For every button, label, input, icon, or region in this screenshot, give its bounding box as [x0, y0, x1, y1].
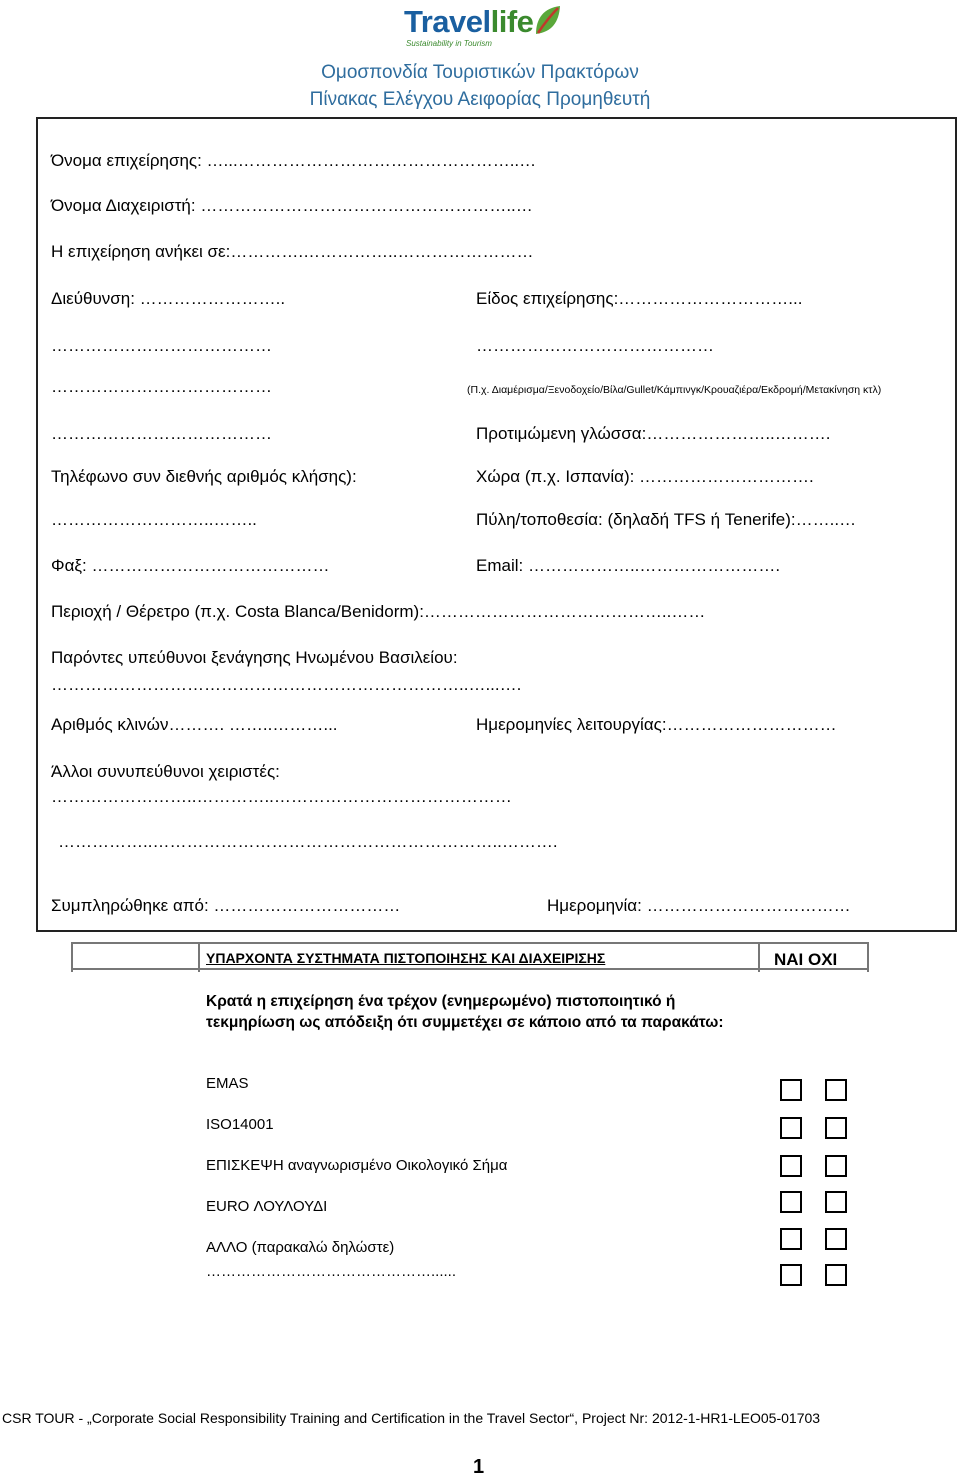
co-managers-label: Άλλοι συνυπεύθυνοι χειριστές:: [51, 762, 280, 781]
logo-wordmark: Travellife: [404, 4, 534, 39]
emas-yes-checkbox[interactable]: [780, 1079, 802, 1101]
address-line-4[interactable]: …………………………………: [51, 424, 272, 443]
header-organization: Ομοσπονδία Τουριστικών Πρακτόρων: [321, 62, 639, 83]
row-label-emas: EMAS: [206, 1075, 249, 1092]
completed-by-field[interactable]: Συμπληρώθηκε από: ……………………………: [51, 896, 401, 915]
business-type-example: (Π.χ. Διαμέρισμα/Ξενοδοχείο/Βίλα/Gullet/Κάμπινγκ/Κρουαζιέρα/Εκδρομή/Μετακίνηση κτλ): [467, 384, 882, 396]
emas-no-checkbox[interactable]: [825, 1079, 847, 1101]
page-number: 1: [473, 1456, 485, 1478]
row-label-eu-flower: EURO ΛΟΥΛΟΥΔΙ: [206, 1198, 328, 1215]
business-type-field[interactable]: Είδος επιχείρησης:…………………………...: [476, 289, 803, 308]
header-title: Πίνακας Ελέγχου Αειφορίας Προμηθευτή: [309, 89, 651, 110]
business-type-line-2[interactable]: ……………………………………: [476, 336, 714, 355]
ecolabel-yes-checkbox[interactable]: [780, 1155, 802, 1177]
table-header-systems: ΥΠΑΡΧΟΝΤΑ ΣΥΣΤΗΜΑΤΑ ΠΙΣΤΟΠΟΙΗΣΗΣ ΚΑΙ ΔΙΑΧΕΙΡΙΣΗΣ: [206, 950, 606, 966]
table-border-top: [71, 942, 869, 944]
phone-label: Τηλέφωνο συν διεθνής αριθμός κλήσης):: [51, 467, 357, 486]
row-label-iso14001: ISO14001: [206, 1116, 274, 1133]
date-field[interactable]: Ημερομηνία: ………………………………: [547, 896, 851, 915]
phone-field[interactable]: ………………………..……..: [51, 510, 257, 529]
address-field[interactable]: Διεύθυνση: ……………………..: [51, 289, 286, 308]
travelife-logo: [402, 4, 562, 48]
iso14001-no-checkbox[interactable]: [825, 1117, 847, 1139]
footer-project-text: CSR TOUR - „Corporate Social Responsibility Training and Certification in the Travel Sector“, Project Nr: 2012-1-HR1-LEO05-01703: [2, 1410, 821, 1426]
other-no-checkbox[interactable]: [825, 1228, 847, 1250]
table-border-left: [71, 942, 73, 972]
address-line-2[interactable]: …………………………………: [51, 336, 272, 355]
other-yes-checkbox[interactable]: [780, 1228, 802, 1250]
row-label-other: ΑΛΛΟ (παρακαλώ δηλώστε): [206, 1239, 395, 1256]
ecolabel-no-checkbox[interactable]: [825, 1155, 847, 1177]
other-extra-no-checkbox[interactable]: [825, 1264, 847, 1286]
address-line-3[interactable]: …………………………………: [51, 377, 272, 396]
tour-guides-field[interactable]: ………………………………………………………………..…...….: [51, 675, 522, 694]
preferred-language-field[interactable]: Προτιμώμενη γλώσσα:…………………..……….: [476, 424, 831, 443]
tour-guides-label: Παρόντες υπεύθυνοι ξενάγησης Ηνωμένου Βασιλείου:: [51, 648, 458, 667]
eu-flower-yes-checkbox[interactable]: [780, 1191, 802, 1213]
leaf-icon: [532, 4, 562, 38]
business-name-field[interactable]: Όνομα επιχείρησης: …...…………………………………………..…: [51, 151, 537, 170]
operating-dates-field[interactable]: Ημερομηνίες λειτουργίας:…………………………: [476, 715, 837, 734]
table-border-right: [867, 942, 869, 972]
belongs-to-field[interactable]: Η επιχείρηση ανήκει σε:………….……………..……………………: [51, 242, 534, 261]
co-managers-line-1[interactable]: ……………………..…………..……………………………………: [51, 787, 512, 806]
table-col-divider-2: [758, 942, 760, 972]
certification-question: Κρατά η επιχείρηση ένα τρέχον (ενημερωμένο) πιστοποιητικό ή τεκμηρίωση ως απόδειξη ότι συμμετέχει σε κάποιο από τα παρακάτω:: [206, 993, 724, 1031]
iso14001-yes-checkbox[interactable]: [780, 1117, 802, 1139]
logo-tagline: Sustainability in Tourism: [406, 39, 492, 48]
manager-name-field[interactable]: Όνομα Διαχειριστή: ………………………………………………..…: [51, 196, 533, 215]
email-field[interactable]: Email: ………………..…………………….: [476, 556, 781, 575]
table-header-divider: [71, 968, 869, 970]
other-extra-yes-checkbox[interactable]: [780, 1264, 802, 1286]
eu-flower-no-checkbox[interactable]: [825, 1191, 847, 1213]
table-header-yes-no: ΝΑΙ ΟΧΙ: [774, 950, 838, 969]
co-managers-line-2[interactable]: ……………..……………………………………………………..……….: [58, 832, 558, 851]
fax-field[interactable]: Φαξ: ……………………………………: [51, 556, 330, 575]
table-col-divider-1: [198, 942, 200, 972]
other-specify-field[interactable]: ………………………………………......: [206, 1263, 457, 1280]
row-label-ecolabel: ΕΠΙΣΚΕΨΗ αναγνωρισμένο Οικολογικό Σήμα: [206, 1157, 508, 1174]
country-field[interactable]: Χώρα (π.χ. Ισπανία): ………………………….: [476, 467, 814, 486]
beds-field[interactable]: Αριθμός κλινών………. ……..………...: [51, 715, 338, 734]
gateway-field[interactable]: Πύλη/τοποθεσία: (δηλαδή TFS ή Tenerife):……..…: [476, 510, 857, 529]
region-field[interactable]: Περιοχή / Θέρετρο (π.χ. Costa Blanca/Benidorm):……………………………………..……: [51, 602, 706, 621]
